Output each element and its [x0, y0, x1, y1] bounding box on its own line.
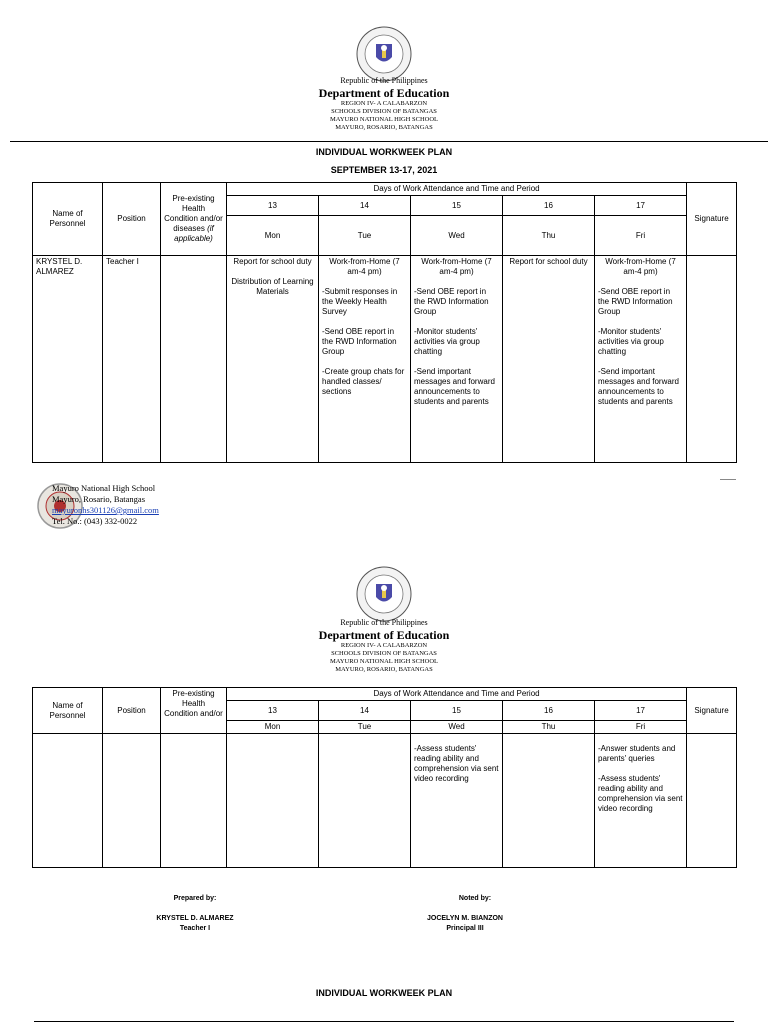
personnel-name	[33, 734, 103, 868]
header-health: Pre-existing Health Condition and/or diseases (if applicable)	[161, 183, 227, 256]
thu-activities: Report for school duty	[503, 256, 595, 463]
prepared-by-block	[120, 914, 270, 934]
day-cell: Mon	[227, 721, 319, 734]
department-title: Department of Education	[318, 628, 450, 642]
prepared-name: KRYSTEL D. ALMAREZ	[156, 915, 234, 922]
school-contact	[52, 483, 159, 527]
thu-activities	[503, 734, 595, 868]
workweek-table	[32, 182, 737, 463]
fri-activities: Work-from-Home (7 am-4 pm) -Send OBE report in the RWD Information Group -Monitor students' activities via group chatting -Send important messages and forward announcements to students and parents	[595, 256, 687, 463]
day-cell: Mon	[227, 216, 319, 256]
date-cell: 16	[503, 196, 595, 216]
day-cell: Fri	[595, 216, 687, 256]
address-line: MAYURO, ROSARIO, BATANGAS	[335, 124, 433, 131]
division-line: SCHOOLS DIVISION OF BATANGAS	[331, 650, 437, 657]
noted-by-label: Noted by:	[458, 895, 492, 902]
date-range: SEPTEMBER 13-17, 2021	[330, 165, 438, 175]
day-cell: Tue	[319, 721, 411, 734]
day-cell: Thu	[503, 216, 595, 256]
header-divider	[34, 1021, 734, 1022]
signature-cell	[687, 734, 737, 868]
signature-cell	[687, 256, 737, 463]
date-cell: 15	[411, 196, 503, 216]
prepared-title: Teacher I	[179, 925, 211, 932]
table-row	[33, 256, 737, 463]
deped-seal-icon	[356, 26, 412, 82]
personnel-name: KRYSTEL D. ALMAREZ	[33, 256, 103, 463]
mon-activities	[227, 734, 319, 868]
date-cell: 13	[227, 196, 319, 216]
footer-address: Mayuro, Rosario, Batangas	[52, 494, 146, 504]
school-line: MAYURO NATIONAL HIGH SCHOOL	[329, 116, 439, 123]
page-edge-mark	[720, 479, 736, 480]
table-row	[33, 734, 737, 868]
plan-title: INDIVIDUAL WORKWEEK PLAN	[315, 147, 453, 157]
header-position: Position	[103, 688, 161, 734]
wed-activities: Work-from-Home (7 am-4 pm) -Send OBE report in the RWD Information Group -Monitor students' activities via group chatting -Send important messages and forward announcements to students and parents	[411, 256, 503, 463]
region-line: REGION IV- A CALABARZON	[340, 100, 428, 107]
header-signature: Signature	[687, 183, 737, 256]
noted-title: Principal III	[446, 925, 484, 932]
plan-title: INDIVIDUAL WORKWEEK PLAN	[315, 988, 453, 998]
wed-activities: -Assess students' reading ability and comprehension via sent video recording	[411, 734, 503, 868]
deped-seal-icon	[356, 566, 412, 622]
tue-activities: Work-from-Home (7 am-4 pm) -Submit responses in the Weekly Health Survey -Send OBE report in the RWD Information Group -Create group chats for handled classes/ sections	[319, 256, 411, 463]
division-line: SCHOOLS DIVISION OF BATANGAS	[331, 108, 437, 115]
address-line: MAYURO, ROSARIO, BATANGAS	[335, 666, 433, 673]
header-name: Name of Personnel	[33, 183, 103, 256]
day-cell: Wed	[411, 216, 503, 256]
header-divider	[10, 141, 768, 142]
tue-activities	[319, 734, 411, 868]
noted-name: JOCELYN M. BIANZON	[427, 915, 503, 922]
date-cell: 16	[503, 701, 595, 721]
header-name: Name of Personnel	[33, 688, 103, 734]
mon-activities: Report for school duty Distribution of Learning Materials	[227, 256, 319, 463]
fri-activities: -Answer students and parents' queries -Assess students' reading ability and comprehension via sent video recording	[595, 734, 687, 868]
personnel-position	[103, 734, 161, 868]
footer-school: Mayuro National High School	[52, 483, 156, 493]
school-line: MAYURO NATIONAL HIGH SCHOOL	[329, 658, 439, 665]
day-cell: Thu	[503, 721, 595, 734]
health-condition	[161, 734, 227, 868]
footer-email-link[interactable]: mayuronhs301126@gmail.com	[52, 505, 159, 515]
header-position: Position	[103, 183, 161, 256]
date-cell: 17	[595, 701, 687, 721]
republic-label: Republic of the Philippines	[340, 618, 428, 627]
header-signature: Signature	[687, 688, 737, 734]
letterhead	[0, 618, 768, 674]
date-cell: 14	[319, 196, 411, 216]
personnel-position: Teacher I	[103, 256, 161, 463]
prepared-by-label: Prepared by:	[173, 895, 217, 902]
region-line: REGION IV- A CALABARZON	[340, 642, 428, 649]
footer-tel: Tel. No.: (043) 332-0022	[52, 516, 138, 526]
header-days: Days of Work Attendance and Time and Period	[227, 688, 687, 701]
day-cell: Wed	[411, 721, 503, 734]
date-cell: 13	[227, 701, 319, 721]
noted-by-block	[390, 914, 540, 934]
health-condition	[161, 256, 227, 463]
header-health: Pre-existing Health Condition and/or	[161, 688, 227, 734]
date-cell: 15	[411, 701, 503, 721]
date-cell: 17	[595, 196, 687, 216]
header-days: Days of Work Attendance and Time and Period	[227, 183, 687, 196]
letterhead	[0, 76, 768, 132]
workweek-table-continued	[32, 687, 737, 868]
republic-label: Republic of the Philippines	[340, 76, 428, 85]
date-cell: 14	[319, 701, 411, 721]
day-cell: Fri	[595, 721, 687, 734]
day-cell: Tue	[319, 216, 411, 256]
department-title: Department of Education	[318, 86, 450, 100]
